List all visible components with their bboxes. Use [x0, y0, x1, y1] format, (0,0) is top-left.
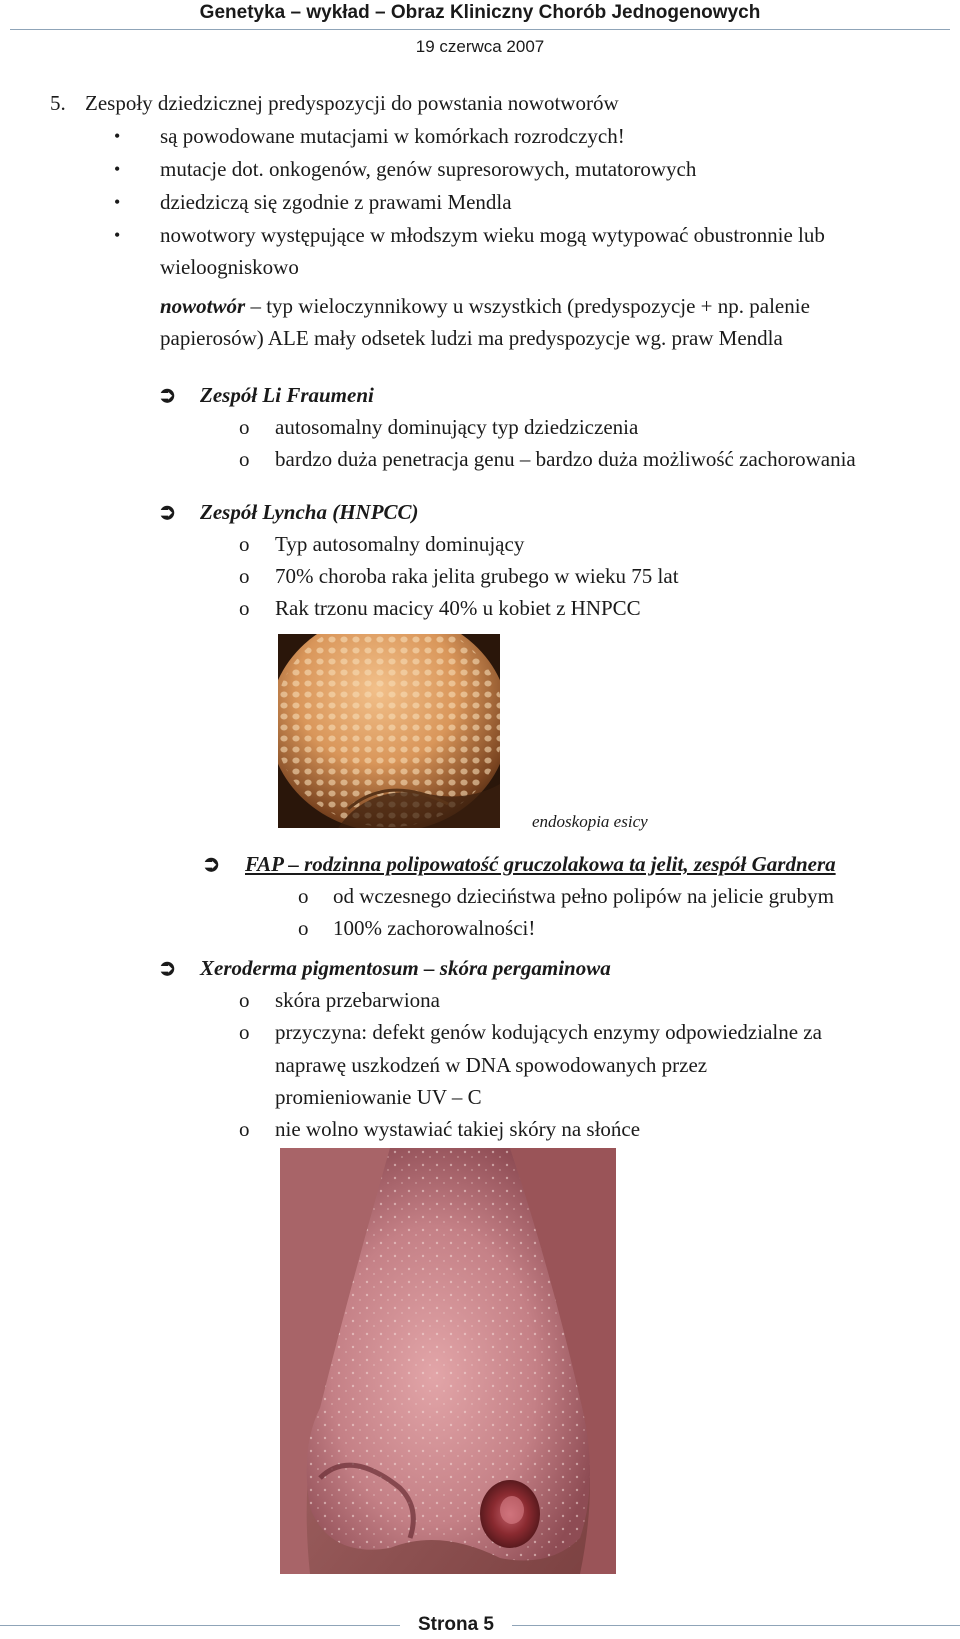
note-line	[160, 293, 810, 319]
note-term: nowotwór	[160, 294, 246, 318]
syndrome-title: Xeroderma pigmentosum – skóra pergaminowa	[200, 956, 611, 980]
sub-item-text: 100% zachorowalności!	[333, 916, 536, 940]
sub-item-text: autosomalny dominujący typ dziedziczenia	[275, 415, 639, 439]
circle-bullet-icon: o	[239, 1020, 250, 1044]
endoscopy-illustration	[278, 634, 500, 828]
bullet-text: są powodowane mutacjami w komórkach rozrodczych!	[160, 124, 625, 148]
bullet-icon: •	[114, 159, 121, 179]
bullet-icon: •	[114, 126, 121, 146]
skin-lesion-illustration	[280, 1148, 616, 1574]
document-date: 19 czerwca 2007	[415, 37, 545, 56]
sub-item-text-continuation: promieniowanie UV – C	[275, 1085, 482, 1109]
note-text: – typ wieloczynnikowy u wszystkich (predyspozycje + np. palenie	[245, 294, 810, 318]
sub-item-text: Typ autosomalny dominujący	[275, 532, 525, 556]
circle-bullet-icon: o	[239, 415, 250, 439]
sub-item-text: Rak trzonu macicy 40% u kobiet z HNPCC	[275, 596, 641, 620]
syndrome-title: Zespół Li Fraumeni	[200, 383, 374, 407]
header-divider	[10, 29, 950, 30]
bullet-icon: •	[114, 225, 121, 245]
syndrome-title: FAP – rodzinna polipowatość gruczolakowa ta jelit, zespół Gardnera	[245, 852, 836, 876]
sub-item-text: 70% choroba raka jelita grubego w wieku 75 lat	[275, 564, 679, 588]
arrow-icon: ➲	[202, 851, 221, 876]
circle-bullet-icon: o	[298, 916, 309, 940]
arrow-icon: ➲	[158, 499, 177, 524]
section-number: 5.	[50, 91, 66, 115]
page-number: Strona 5	[417, 1614, 495, 1635]
endoscopy-caption: endoskopia esicy	[532, 812, 648, 831]
footer-divider-right	[512, 1625, 960, 1626]
endoscopy-image	[278, 634, 500, 828]
arrow-icon: ➲	[158, 382, 177, 407]
circle-bullet-icon: o	[239, 564, 250, 588]
sub-item-text: nie wolno wystawiać takiej skóry na słońce	[275, 1117, 641, 1141]
syndrome-title: Zespół Lyncha (HNPCC)	[200, 500, 419, 524]
arrow-icon: ➲	[158, 955, 177, 980]
circle-bullet-icon: o	[298, 884, 309, 908]
sub-item-text: przyczyna: defekt genów kodujących enzymy odpowiedzialne za	[275, 1020, 822, 1044]
bullet-text: nowotwory występujące w młodszym wieku mogą wytypować obustronnie lub	[160, 223, 825, 247]
circle-bullet-icon: o	[239, 447, 250, 471]
sub-item-text: skóra przebarwiona	[275, 988, 441, 1012]
sub-item-text: od wczesnego dzieciństwa pełno polipów na jelicie grubym	[333, 884, 834, 908]
bullet-text-continuation: wieloogniskowo	[160, 255, 299, 279]
circle-bullet-icon: o	[239, 1117, 250, 1141]
document-header-title: Genetyka – wykład – Obraz Kliniczny Chorób Jednogenowych	[199, 2, 761, 23]
skin-lesion-image	[280, 1148, 616, 1574]
bullet-text: mutacje dot. onkogenów, genów supresorowych, mutatorowych	[160, 157, 697, 181]
sub-item-text: bardzo duża penetracja genu – bardzo duża możliwość zachorowania	[275, 447, 856, 471]
bullet-icon: •	[114, 192, 121, 212]
note-line: papierosów) ALE mały odsetek ludzi ma predyspozycje wg. praw Mendla	[160, 326, 783, 350]
circle-bullet-icon: o	[239, 532, 250, 556]
bullet-text: dziedziczą się zgodnie z prawami Mendla	[160, 190, 512, 214]
sub-item-text-continuation: naprawę uszkodzeń w DNA spowodowanych przez	[275, 1053, 708, 1077]
circle-bullet-icon: o	[239, 988, 250, 1012]
section-title: Zespoły dziedzicznej predyspozycji do powstania nowotworów	[85, 91, 619, 115]
footer-divider-left	[0, 1625, 400, 1626]
circle-bullet-icon: o	[239, 596, 250, 620]
